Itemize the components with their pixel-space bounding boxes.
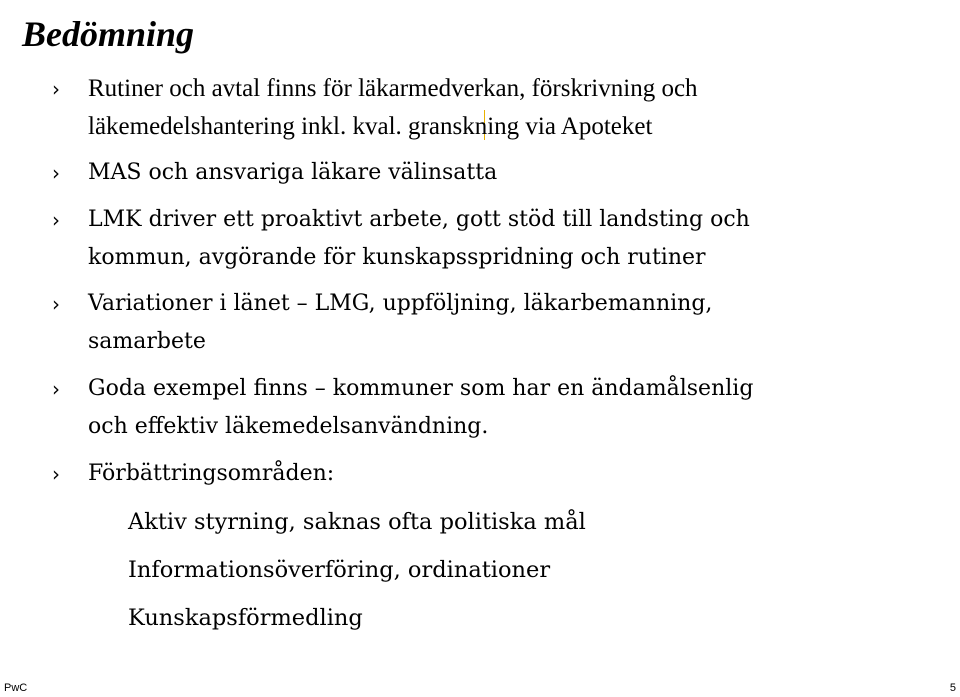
bullet-marker: › xyxy=(52,208,60,232)
sub-item: Aktiv styrning, saknas ofta politiska mål xyxy=(128,509,586,535)
bullet-marker: › xyxy=(52,292,60,316)
bullet-line: Variationer i länet – LMG, uppföljning, läkarbemanning, xyxy=(88,291,713,316)
bullet-line: Förbättringsområden: xyxy=(88,461,335,486)
bullet-line: kommun, avgörande för kunskapsspridning och rutiner xyxy=(88,245,706,270)
bullet-marker: › xyxy=(52,77,60,101)
page-number: 5 xyxy=(949,682,956,694)
bullet-text xyxy=(88,201,908,277)
bullet-line: LMK driver ett proaktivt arbete, gott stöd till landsting och xyxy=(88,207,750,232)
bullet-marker: › xyxy=(52,462,60,486)
bullet-line: Goda exempel finns – kommuner som har en ändamålsenlig xyxy=(88,376,754,401)
bullet-line: Rutiner och avtal finns för läkarmedverkan, förskrivning och xyxy=(88,75,698,102)
bullet-text xyxy=(88,70,908,146)
bullet-text xyxy=(88,154,908,192)
bullet-line: och effektiv läkemedelsanvändning. xyxy=(88,414,489,439)
slide-title: Bedömning xyxy=(22,14,195,54)
bullet-text xyxy=(88,285,908,361)
sub-item: Informationsöverföring, ordinationer xyxy=(128,557,551,583)
bullet-line: MAS och ansvariga läkare välinsatta xyxy=(88,160,498,185)
bullet-text xyxy=(88,370,908,446)
bullet-marker: › xyxy=(52,377,60,401)
bullet-line: samarbete xyxy=(88,329,206,354)
bullet-text xyxy=(88,455,908,493)
bullet-marker: › xyxy=(52,161,60,185)
bullet-line: läkemedelshantering inkl. kval. granskning via Apoteket xyxy=(88,113,653,140)
footer-brand: PwC xyxy=(4,682,28,694)
sub-item: Kunskapsförmedling xyxy=(128,605,363,631)
